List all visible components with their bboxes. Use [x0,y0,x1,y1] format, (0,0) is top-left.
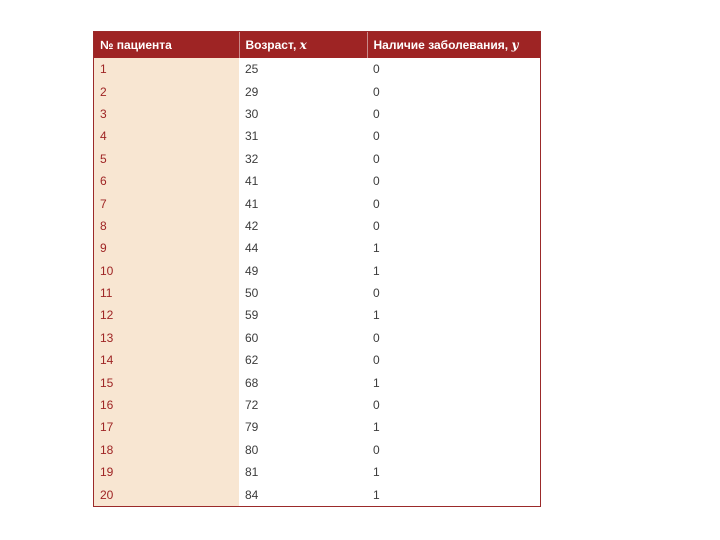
patient-number-cell: 2 [94,80,239,102]
table-row [94,461,540,483]
table-row [94,260,540,282]
age-cell: 72 [245,398,259,413]
table-row [94,439,540,461]
header-patient: № пациента [94,32,239,58]
age-cell: 29 [245,84,259,99]
table-body [94,58,540,506]
table-row [94,349,540,371]
age-cell: 81 [245,465,259,480]
table-row [94,192,540,214]
age-cell: 32 [245,151,259,166]
disease-cell: 1 [373,263,380,278]
patient-number-cell: 13 [94,327,239,349]
age-cell: 44 [245,241,259,256]
table-row [94,371,540,393]
patient-number-cell: 11 [94,282,239,304]
disease-cell: 0 [373,62,380,77]
disease-cell: 1 [373,241,380,256]
disease-cell: 1 [373,420,380,435]
disease-cell: 0 [373,398,380,413]
disease-cell: 0 [373,218,380,233]
disease-cell: 0 [373,330,380,345]
table-row [94,394,540,416]
disease-cell: 0 [373,442,380,457]
header-disease [367,32,540,58]
patient-number-cell: 17 [94,416,239,438]
age-cell: 68 [245,375,259,390]
table-row [94,148,540,170]
header-age [239,32,367,58]
table-row [94,416,540,438]
patient-number-cell: 1 [94,58,239,80]
table-row [94,327,540,349]
table-row [94,215,540,237]
table-row [94,80,540,102]
patient-number-cell: 20 [94,483,239,505]
header-age-var: x [299,38,307,52]
disease-cell: 1 [373,375,380,390]
table-row [94,125,540,147]
disease-cell: 1 [373,487,380,502]
age-cell: 80 [245,442,259,457]
disease-cell: 0 [373,286,380,301]
header-age-label: Возраст, [245,38,300,52]
data-table [94,32,540,506]
age-cell: 30 [245,106,259,121]
patient-number-cell: 19 [94,461,239,483]
table-header [94,32,540,58]
age-cell: 25 [245,62,259,77]
age-cell: 62 [245,353,259,368]
disease-cell: 0 [373,174,380,189]
patient-table [93,31,541,507]
age-cell: 41 [245,174,259,189]
table-row [94,304,540,326]
patient-number-cell: 12 [94,304,239,326]
age-cell: 41 [245,196,259,211]
disease-cell: 0 [373,196,380,211]
table-row [94,237,540,259]
age-cell: 79 [245,420,259,435]
disease-cell: 0 [373,353,380,368]
disease-cell: 0 [373,84,380,99]
disease-cell: 1 [373,308,380,323]
disease-cell: 0 [373,129,380,144]
age-cell: 31 [245,129,259,144]
table-row [94,282,540,304]
age-cell: 59 [245,308,259,323]
age-cell: 84 [245,487,259,502]
disease-cell: 1 [373,465,380,480]
patient-number-cell: 5 [94,148,239,170]
header-disease-label: Наличие заболевания, [373,38,512,52]
age-cell: 49 [245,263,259,278]
patient-number-cell: 15 [94,371,239,393]
header-row [94,32,540,58]
table-row [94,103,540,125]
age-cell: 50 [245,286,259,301]
table-row [94,170,540,192]
header-disease-var: y [511,38,519,52]
patient-number-cell: 18 [94,439,239,461]
patient-number-cell: 14 [94,349,239,371]
age-cell: 60 [245,330,259,345]
patient-number-cell: 4 [94,125,239,147]
patient-number-cell: 9 [94,237,239,259]
patient-number-cell: 10 [94,260,239,282]
patient-number-cell: 3 [94,103,239,125]
patient-number-cell: 7 [94,192,239,214]
patient-number-cell: 8 [94,215,239,237]
patient-number-cell: 6 [94,170,239,192]
table-row [94,483,540,505]
patient-number-cell: 16 [94,394,239,416]
disease-cell: 0 [373,151,380,166]
table-row [94,58,540,80]
age-cell: 42 [245,218,259,233]
disease-cell: 0 [373,106,380,121]
